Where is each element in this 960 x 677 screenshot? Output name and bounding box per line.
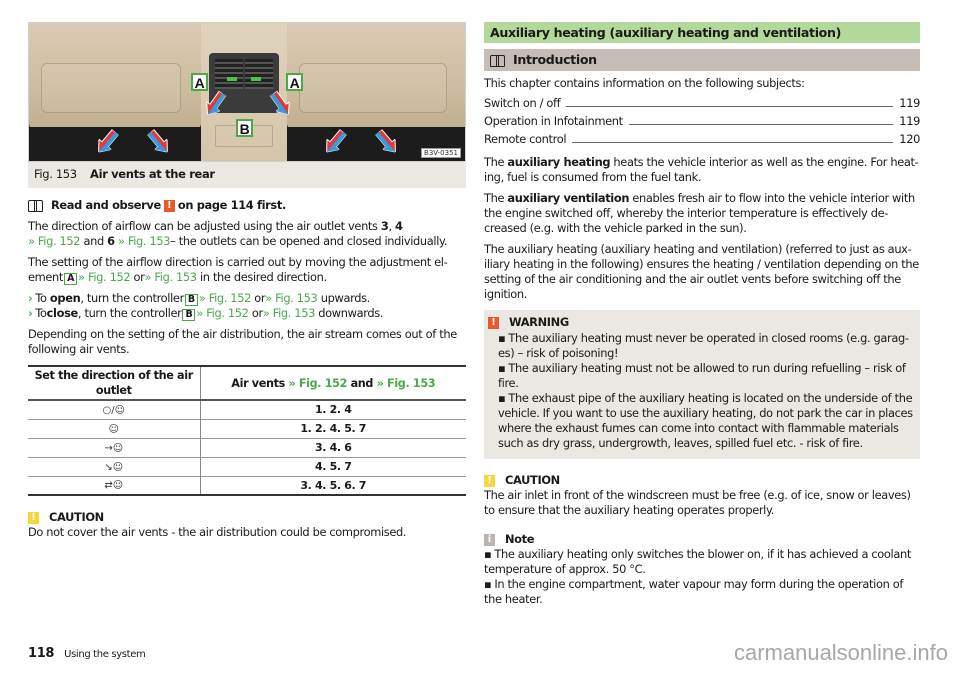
toc-item-remote[interactable]: [484, 129, 920, 147]
vents-cell: 1. 2. 4. 5. 7: [200, 419, 466, 438]
toc-label: Remote control: [484, 132, 567, 146]
keyword: auxiliary heating: [507, 155, 611, 169]
col-header-direction: Set the direction of the air outlet: [28, 366, 200, 400]
fig-link[interactable]: » Fig. 153: [265, 291, 318, 305]
book-icon: [28, 200, 43, 211]
air-direction-head-icon: →☺: [28, 438, 200, 457]
paragraph-aux-heating: [484, 155, 920, 185]
vent-grille-left: [215, 59, 243, 89]
text: The: [484, 155, 508, 169]
text: The setting of the airflow direction is carried out by moving the adjustment el-ement: [28, 255, 448, 284]
text: or: [248, 306, 263, 320]
table-header-row: [28, 366, 466, 400]
right-seat-back: [287, 23, 466, 131]
caution-text: Do not cover the air vents - the air distribution could be compromised.: [28, 525, 407, 539]
caution-heading: [484, 473, 920, 488]
vent-number: 4: [395, 219, 403, 233]
vent-number: 6: [107, 234, 115, 248]
text: enables fresh air to flow into the vehicle interior with the engine switched off, whereby the interior temperature is effectively de-creased (e.g. with the vehicle parked in the sun).: [484, 191, 915, 235]
text: or: [251, 291, 266, 305]
note-list: [484, 547, 920, 607]
paragraph-aux-ventilation: [484, 191, 920, 236]
vents-cell: 4. 5. 7: [200, 457, 466, 476]
vents-cell: 3. 4. 6: [200, 438, 466, 457]
toc-label: Operation in Infotainment: [484, 114, 623, 128]
vent-number: 3: [380, 219, 389, 233]
paragraph-aux-combined: The auxiliary heating (auxiliary heating and ventilation) (referred to just as aux-iliary heating in the following) ensures the heating / ventilation depending on the setting of the air conditioning and the air outlet vents before switching off the ignition.: [484, 242, 919, 301]
intro-text: This chapter contains information on the following subjects:: [484, 76, 805, 90]
callout-a-right: A: [286, 73, 303, 91]
watermark: carmanualsonline.info: [733, 640, 948, 665]
info-icon: i: [484, 534, 495, 546]
table-row: [28, 438, 466, 457]
keyword: close: [46, 306, 78, 320]
table-row: [28, 400, 466, 419]
toc-page: 120: [899, 132, 920, 146]
warning-heading: [488, 315, 914, 330]
text: heats the vehicle interior as well as the engine. For heat-ing, fuel is consumed from the fuel tank.: [484, 155, 919, 184]
fig-link[interactable]: » Fig. 153: [144, 270, 197, 284]
fig-link[interactable]: » Fig. 152: [288, 376, 348, 390]
right-column: [484, 22, 920, 607]
subsection-title: Introduction: [513, 52, 597, 67]
text: , turn the controller: [80, 291, 184, 305]
list-item: ▪ The auxiliary heating only switches the blower on, if it has achieved a coolant temperature of approx. 50 °C.: [484, 547, 920, 577]
toc-item-switch[interactable]: [484, 93, 920, 111]
note-title: Note: [505, 532, 535, 546]
warning-box: [484, 310, 920, 459]
caution-heading: [28, 510, 466, 525]
caution-icon: !: [484, 475, 495, 487]
toc-page: 119: [899, 96, 920, 110]
page-footer: [28, 646, 145, 662]
toc-leader: [572, 142, 893, 143]
air-direction-head-feet-icon: ⇄☺: [28, 476, 200, 495]
list-item: ▪ The auxiliary heating must not be allowed to run during refuelling – risk of fire.: [498, 361, 914, 391]
chevron-right-icon: ›: [28, 306, 33, 320]
vents-cell: 1. 2. 4: [200, 400, 466, 419]
text: Air vents: [231, 376, 289, 390]
toc-leader: [566, 106, 893, 107]
warning-list: [488, 331, 914, 451]
text: upwards.: [317, 291, 370, 305]
list-item: ▪ The auxiliary heating must never be operated in closed rooms (e.g. garag-es) – risk of poisoning!: [498, 331, 914, 361]
text: or: [130, 270, 145, 284]
chevron-right-icon: ›: [28, 291, 33, 305]
paragraph-setting: [28, 255, 466, 285]
text: The direction of airflow can be adjusted using the air outlet vents: [28, 219, 381, 233]
caution-icon: !: [28, 512, 39, 524]
callout-ref-a: A: [64, 273, 77, 285]
text: in the desired direction.: [196, 270, 327, 284]
figure-rear-air-vents: [28, 22, 466, 162]
figure-number: Fig. 153: [34, 167, 77, 181]
table-row: [28, 419, 466, 438]
text: and: [347, 376, 377, 390]
step-close: [28, 306, 466, 321]
vent-slider: [227, 77, 237, 81]
toc-page: 119: [899, 114, 920, 128]
list-item: ▪ In the engine compartment, water vapour may form during the operation of the heater.: [484, 577, 920, 607]
warning-title: WARNING: [509, 315, 569, 329]
air-direction-windscreen-head-feet-icon: ○/☺: [28, 400, 200, 419]
callout-a-left: A: [191, 73, 208, 91]
section-title: Auxiliary heating (auxiliary heating and ventilation): [484, 22, 920, 43]
footer-section: Using the system: [64, 649, 146, 660]
text: – the outlets can be opened and closed individually.: [170, 234, 448, 248]
book-icon: [490, 55, 505, 66]
read-observe-ref: [28, 198, 466, 213]
fig-link[interactable]: » Fig. 153: [114, 234, 171, 248]
text: To: [35, 306, 47, 320]
text: and: [80, 234, 108, 248]
toc-list: [484, 93, 920, 147]
col-header-vents: [200, 366, 466, 400]
toc-leader: [629, 124, 894, 125]
table-row: [28, 476, 466, 495]
fig-link[interactable]: » Fig. 153: [376, 376, 436, 390]
text: , turn the controller: [77, 306, 182, 320]
left-seat-back: [29, 23, 201, 131]
subsection-title-bar: [484, 49, 920, 71]
seat-pocket: [299, 63, 447, 113]
toc-label: Switch on / off: [484, 96, 561, 110]
paragraph-airflow: [28, 219, 466, 249]
fig-link[interactable]: » Fig. 153: [262, 306, 316, 320]
steps-list: [28, 291, 466, 321]
air-direction-feet-icon: ↘☺: [28, 457, 200, 476]
vents-cell: 3. 4. 5. 6. 7: [200, 476, 466, 495]
keyword: auxiliary ventilation: [507, 191, 630, 205]
left-column: [28, 22, 466, 540]
caution-title: CAUTION: [505, 473, 560, 487]
text: ,: [388, 219, 396, 233]
page-number: 118: [28, 646, 55, 661]
caution-title: CAUTION: [49, 510, 104, 524]
toc-item-infotainment[interactable]: [484, 111, 920, 129]
callout-ref-b: B: [185, 294, 198, 306]
text: downwards.: [315, 306, 384, 320]
fig-link[interactable]: » Fig. 152: [196, 306, 249, 320]
text: The: [484, 191, 508, 205]
figure-code: B3V-0351: [421, 148, 461, 158]
vent-slider: [251, 77, 261, 81]
table-row: [28, 457, 466, 476]
seat-pocket: [41, 63, 181, 113]
warning-icon: !: [164, 200, 175, 212]
keyword: open: [49, 291, 81, 305]
callout-ref-b: B: [182, 309, 195, 321]
note-heading: [484, 532, 920, 547]
fig-link[interactable]: » Fig. 152: [78, 270, 131, 284]
figure-title: Air vents at the rear: [90, 167, 215, 181]
list-item: ▪ The exhaust pipe of the auxiliary heating is located on the underside of the vehicle. If you want to use the auxiliary heating, do not park the car in places where the exhaust fumes can come into contact with flammable materials such as dry grass, undergrowth, leaves, spilled fuel etc. - risk of fire.: [498, 391, 914, 451]
ref-text: Read and observe: [51, 198, 161, 212]
vent-grille-right: [245, 59, 273, 89]
figure-caption: [28, 162, 466, 188]
callout-b: B: [236, 119, 253, 137]
ref-page-link[interactable]: on page 114 first.: [177, 198, 286, 212]
paragraph-distribution: Depending on the setting of the air distribution, the air stream comes out of the following air vents.: [28, 327, 457, 356]
warning-icon: !: [488, 317, 499, 329]
air-vents-table: [28, 365, 466, 496]
step-open: [28, 291, 466, 306]
text: To: [35, 291, 50, 305]
fig-link[interactable]: » Fig. 152: [198, 291, 252, 305]
air-direction-windscreen-feet-icon: ☺: [28, 419, 200, 438]
fig-link[interactable]: » Fig. 152: [28, 234, 81, 248]
caution-text: The air inlet in front of the windscreen must be free (e.g. of ice, snow or leaves) to ensure that the auxiliary heating operates properly.: [484, 488, 911, 517]
